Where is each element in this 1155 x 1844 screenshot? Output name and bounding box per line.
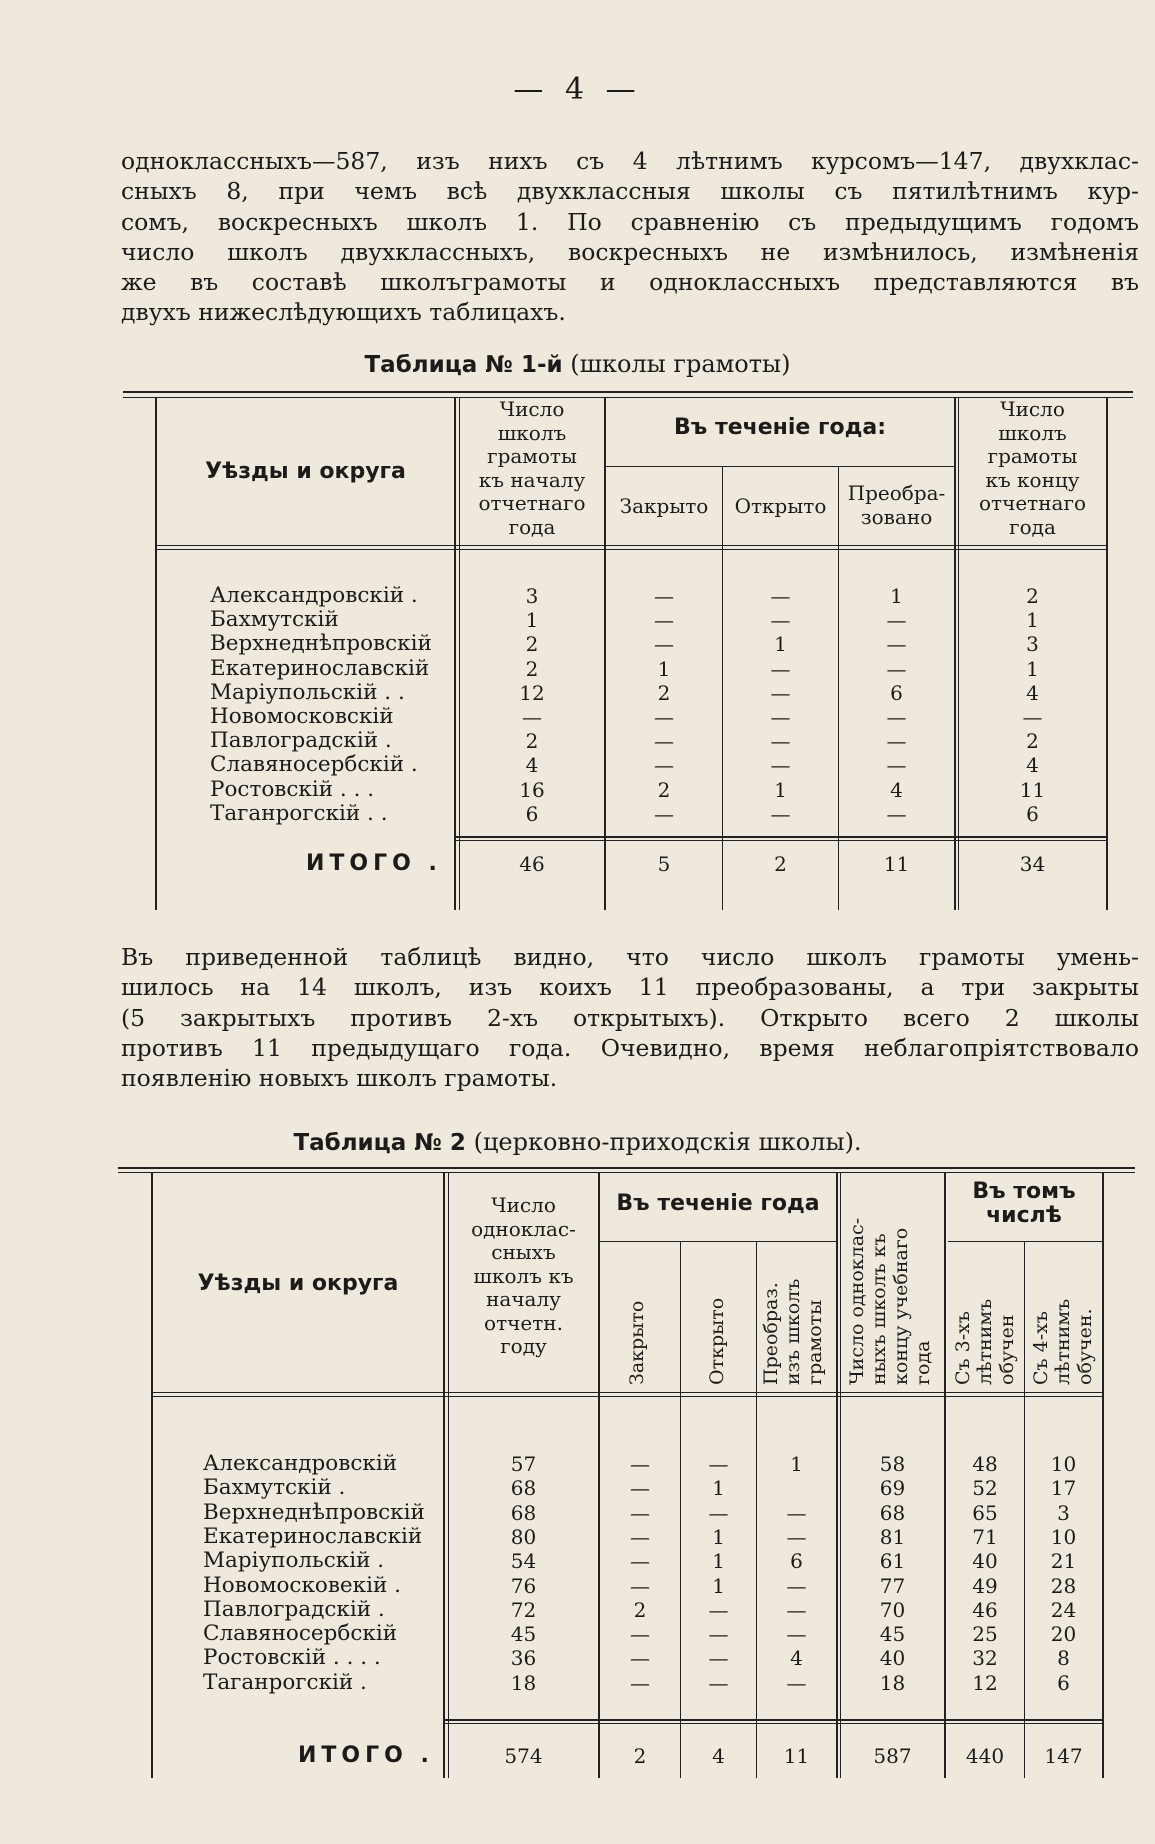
table1-cell-start: 2: [525, 656, 539, 681]
table1-cell-converted: —: [886, 729, 907, 754]
header-line: года: [912, 1340, 934, 1385]
table2-cell-opened: —: [708, 1452, 729, 1476]
table2-cell-end: 58: [879, 1452, 906, 1476]
table1-cell-opened: —: [770, 753, 791, 778]
table2-row-name: Таганрогскій .: [203, 1669, 367, 1695]
table1-row-name: Маріупольскій . .: [210, 679, 405, 705]
header-line: школъ къ: [473, 1263, 574, 1288]
table1-cell-converted: 1: [890, 584, 903, 608]
table2-cell-three: 52: [972, 1476, 998, 1501]
table1-row-name: Верхнеднѣпровскій: [210, 631, 432, 657]
table2-cell-three: 40: [972, 1549, 998, 1574]
table1-cell-end: 1: [1026, 608, 1039, 633]
table2-vline-5: [836, 1173, 838, 1778]
header-line: сныхъ: [491, 1240, 556, 1264]
table1-cell-end: 2: [1026, 729, 1039, 754]
table1-total-end: 34: [1019, 852, 1046, 876]
table2-cell-end: 61: [879, 1549, 906, 1574]
table1-row-name: Таганрогскій . .: [210, 800, 388, 826]
table2-cell-four: 3: [1057, 1500, 1070, 1525]
table2-during-rule: [600, 1241, 836, 1242]
table2-cell-end: 18: [879, 1670, 906, 1695]
table2-total-converted: 11: [783, 1744, 810, 1768]
table2-cell-opened: —: [708, 1670, 729, 1695]
table2-row-name: Новомосковекій .: [203, 1572, 401, 1598]
table2-cell-four: 20: [1050, 1622, 1077, 1647]
table2-total-start: 574: [504, 1744, 543, 1768]
page-number: — 4 —: [513, 72, 642, 107]
table1-cell-converted: —: [886, 608, 907, 633]
table2-header-during: Въ теченіе года: [616, 1191, 820, 1216]
table2-cell-opened: 1: [712, 1524, 725, 1549]
table1-caption-title: Таблица № 1-й: [364, 352, 563, 378]
table1-cell-start: 2: [525, 632, 539, 657]
table1-cell-converted: —: [886, 632, 907, 657]
table1-cell-start: 3: [525, 584, 539, 608]
header-line: года: [1009, 514, 1056, 539]
header-line: Число однoклас-: [846, 1217, 868, 1385]
table2-cell-closed: —: [630, 1524, 650, 1549]
table1-cell-start: 2: [525, 729, 539, 754]
table2-top-rule-2: [118, 1172, 1135, 1173]
header-line: школъ: [998, 420, 1067, 445]
table1-cell-closed: —: [654, 705, 674, 729]
table2-cell-start: 57: [510, 1452, 537, 1476]
table1-row-name: Славяносербскій .: [210, 752, 418, 778]
table2-header-converted: [760, 1245, 826, 1385]
table2-total-rule-2: [444, 1723, 1104, 1724]
table2-cell-end: 45: [879, 1622, 906, 1647]
table2-cell-converted: —: [786, 1622, 807, 1647]
table2-row-name: Александровскій: [203, 1451, 398, 1476]
table2-total-three: 440: [965, 1744, 1005, 1768]
table2-cell-three: 71: [972, 1524, 998, 1549]
table2-cell-start: 80: [510, 1524, 537, 1549]
table2-cell-end: 70: [879, 1597, 906, 1622]
table2-cell-closed: —: [630, 1549, 650, 1574]
table1-row-name: Павлоградскій .: [210, 728, 392, 754]
table2-cell-opened: 1: [712, 1549, 725, 1574]
table2-cell-three: 48: [972, 1452, 998, 1476]
table2-cell-opened: 1: [712, 1476, 725, 1501]
table1-row-name: Екатеринославскій: [210, 655, 430, 681]
table2-cell-converted: —: [786, 1670, 807, 1695]
table2-cell-start: 45: [510, 1622, 537, 1647]
table2-cell-three: 12: [972, 1670, 998, 1695]
table2-vline-1: [443, 1173, 445, 1778]
table1-total-closed: 5: [657, 852, 671, 876]
table2-header-four-year: [1030, 1250, 1096, 1385]
table1-row-name: Александровскій .: [210, 583, 418, 608]
table2-cell-converted: —: [786, 1573, 807, 1598]
table1-cell-closed: 1: [657, 656, 671, 681]
header-line: Число: [491, 1193, 556, 1217]
table2-cell-four: 10: [1050, 1452, 1077, 1476]
table1-cell-closed: 2: [657, 680, 671, 705]
table2-cell-four: 21: [1050, 1549, 1077, 1574]
table2-cell-four: 24: [1050, 1597, 1077, 1622]
table2-vline-right: [1102, 1173, 1104, 1778]
table1-cell-end: 6: [1026, 801, 1039, 826]
table1-cell-closed: —: [654, 632, 674, 657]
table2-cell-four: 17: [1050, 1476, 1077, 1501]
header-line: отчетн.: [484, 1310, 563, 1335]
header-line: изъ школъ: [782, 1278, 804, 1385]
table2-header-end: [846, 1178, 934, 1385]
table1-cell-opened: —: [770, 608, 791, 633]
table2-header-of-which: [946, 1180, 1102, 1227]
table2-cell-four: 10: [1050, 1524, 1077, 1549]
table2-caption-subtitle: (церковно-приходскія школы).: [473, 1128, 862, 1156]
table1-cell-start: —: [522, 705, 542, 729]
header-line: Преобраз.: [760, 1282, 782, 1385]
table2-cell-opened: —: [708, 1622, 729, 1647]
para1-line: одноклассныхъ—587, изъ нихъ съ 4 лѣтнимъ курсомъ—147, двухклас-: [121, 147, 1139, 175]
table1-cell-start: 4: [525, 753, 539, 778]
header-line: зовано: [860, 504, 933, 529]
table2-row-name: Славяносербскій: [203, 1621, 398, 1647]
table1-cell-converted: —: [886, 705, 907, 729]
table2-cell-converted: —: [786, 1524, 807, 1549]
table2-header-rule-2: [151, 1396, 1104, 1397]
table1-cell-converted: —: [886, 656, 907, 681]
table2-top-rule: [118, 1167, 1135, 1169]
table2-header-rule: [151, 1392, 1104, 1393]
header-line: Съ 4-хъ: [1030, 1311, 1052, 1385]
para1-line: сомъ, воскресныхъ школъ 1. По сравненію съ предыдущимъ годомъ: [121, 207, 1139, 236]
table1-cell-converted: 6: [890, 680, 903, 705]
table2-row-name: Павлоградскій .: [203, 1596, 385, 1622]
table2-row-name: Ростовскій . . . .: [203, 1645, 381, 1671]
table2-cell-start: 18: [510, 1670, 537, 1695]
table2-cell-end: 40: [879, 1646, 906, 1671]
table1-cell-opened: —: [770, 656, 791, 681]
table2-cell-start: 72: [510, 1597, 537, 1622]
table1-cell-closed: —: [654, 753, 674, 778]
table2-cell-closed: —: [630, 1452, 650, 1476]
header-line: года: [508, 514, 556, 539]
table1-cell-end: 4: [1026, 753, 1039, 778]
table2-total-rule: [444, 1719, 1104, 1721]
table1-cell-start: 16: [519, 777, 545, 802]
table1-header-district: Уѣзды и округа: [205, 459, 406, 484]
table1-cell-start: 1: [525, 608, 539, 633]
header-line: концу учебнаго: [890, 1227, 912, 1385]
table2-cell-start: 54: [510, 1549, 537, 1574]
table1-cell-start: 6: [525, 801, 539, 826]
table1-cell-opened: —: [770, 705, 791, 729]
para2-line: (5 закрытыхъ противъ 2-хъ открытыхъ). Открыто всего 2 школы: [121, 1003, 1139, 1032]
table1-cell-opened: 1: [774, 632, 787, 657]
table1-cell-closed: —: [654, 608, 674, 633]
table2-total-label: ИТОГО .: [298, 1743, 434, 1768]
table1-row-name: Бахмутскій: [210, 607, 339, 633]
table1-cell-closed: 2: [657, 777, 671, 802]
para1-line: двухъ нижеслѣдующихъ таблицахъ.: [121, 298, 566, 327]
table1-cell-converted: —: [886, 801, 907, 826]
table2-cell-closed: —: [630, 1573, 650, 1598]
table1-total-start: 46: [519, 852, 545, 876]
table2-cell-closed: —: [630, 1670, 650, 1695]
table1-cell-end: 1: [1026, 656, 1039, 681]
header-line: числѣ: [986, 1202, 1062, 1228]
header-line: обучен: [996, 1314, 1018, 1385]
header-line: отчетнаго: [978, 491, 1086, 515]
table2-cell-end: 77: [879, 1573, 906, 1598]
table2-cell-converted: 6: [790, 1549, 803, 1574]
table1-total-converted: 11: [883, 852, 910, 876]
table2-cell-end: 69: [879, 1476, 906, 1501]
table1-total-opened: 2: [774, 852, 787, 876]
table1-cell-closed: —: [654, 801, 674, 826]
header-line: началу: [486, 1287, 561, 1311]
table2-cell-opened: —: [708, 1500, 729, 1525]
table2-total-end: 587: [873, 1744, 912, 1768]
table1-cell-closed: —: [654, 729, 674, 754]
header-line: Съ 3-хъ: [952, 1311, 974, 1385]
table2-caption-title: Таблица № 2: [293, 1130, 466, 1156]
table2-cell-closed: —: [630, 1622, 650, 1647]
header-line: грамоты: [987, 444, 1078, 468]
header-line: къ концу: [985, 467, 1080, 492]
table2-cell-four: 6: [1057, 1670, 1070, 1695]
para1-line: же въ составѣ школъграмоты и одноклассныхъ представляются въ: [121, 268, 1139, 297]
table1-cell-opened: —: [770, 801, 791, 826]
table2-cell-closed: —: [630, 1476, 650, 1501]
table2-cell-three: 46: [972, 1597, 998, 1622]
table1-cell-start: 12: [519, 680, 545, 705]
table2-cell-closed: 2: [633, 1597, 647, 1622]
table2-cell-closed: —: [630, 1500, 650, 1525]
table2-cell-opened: —: [708, 1646, 729, 1671]
table2-cell-three: 32: [972, 1646, 998, 1671]
table1-cell-closed: —: [654, 584, 674, 608]
header-line: къ началу: [478, 467, 586, 492]
table2-cell-three: 65: [972, 1500, 998, 1525]
header-line: Въ томъ: [972, 1179, 1076, 1204]
table1-cell-opened: —: [770, 584, 791, 608]
header-line: лѣтнимъ: [974, 1298, 996, 1385]
table2-vline-left: [151, 1173, 153, 1778]
table2-cell-four: 8: [1057, 1646, 1070, 1671]
table2-cell-start: 36: [510, 1646, 537, 1671]
table2-cell-start: 68: [510, 1476, 537, 1501]
table2-cell-converted: —: [786, 1597, 807, 1622]
table2-row-name: Бахмутскій .: [203, 1475, 346, 1501]
table2-cell-four: 28: [1050, 1573, 1077, 1598]
table2-cell-start: 76: [510, 1573, 537, 1598]
table1-cell-converted: 4: [890, 777, 903, 802]
table1-cell-opened: —: [770, 729, 791, 754]
table1-cell-end: 3: [1026, 632, 1039, 657]
table2-header-closed: Закрыто: [626, 1300, 648, 1385]
table2-cell-opened: 1: [712, 1573, 725, 1598]
table1-header-during: Въ теченіе года:: [674, 415, 886, 440]
table1-row-name: Новомосковскій: [210, 704, 394, 729]
header-line: отчетнаго: [478, 491, 586, 515]
header-line: грамоты: [804, 1299, 826, 1385]
table2-cell-end: 81: [879, 1524, 906, 1549]
table2-header-three-year: [952, 1250, 1018, 1385]
table2-cell-converted: 1: [790, 1452, 803, 1476]
table2-total-closed: 2: [633, 1744, 647, 1768]
table2-cell-three: 49: [972, 1573, 998, 1598]
header-line: Преобра-: [847, 481, 946, 505]
header-line: году: [500, 1334, 547, 1358]
table2-cell-converted: 4: [790, 1646, 803, 1671]
header-line: обучен.: [1074, 1308, 1096, 1385]
table1-cell-converted: —: [886, 753, 907, 778]
table2-cell-start: 68: [510, 1500, 537, 1525]
para1-line: сныхъ 8, при чемъ всѣ двухклассныя школы съ пятилѣтнимъ кур-: [121, 177, 1139, 206]
header-line: Число: [1000, 397, 1065, 421]
header-line: лѣтнимъ: [1052, 1298, 1074, 1385]
table1-header-opened: Открыто: [734, 494, 827, 518]
table1-cell-end: —: [1022, 705, 1043, 729]
table1-header-closed: Закрыто: [619, 494, 709, 518]
table1-cell-opened: —: [770, 680, 791, 705]
table1-cell-opened: 1: [774, 777, 787, 802]
table1-cell-end: 4: [1026, 680, 1039, 705]
table2-row-name: Верхнеднѣпровскій: [203, 1499, 425, 1525]
header-line: одноклас-: [471, 1216, 576, 1241]
header-line: ныхъ школъ къ: [868, 1233, 890, 1385]
table2-ofwhich-rule: [948, 1241, 1102, 1242]
table2-total-opened: 4: [712, 1744, 725, 1768]
para2-line: шилось на 14 школъ, изъ коихъ 11 преобразованы, а три закрыты: [121, 973, 1139, 1002]
para2-line: Въ приведенной таблицѣ видно, что число школъ грамоты умень-: [121, 943, 1139, 971]
header-line: школъ: [497, 420, 567, 445]
table2-cell-three: 25: [972, 1622, 998, 1647]
table2-row-name: Екатеринославскій: [203, 1523, 423, 1549]
table2-header-opened: Открыто: [706, 1297, 728, 1385]
para2-line: появленію новыхъ школъ грамоты.: [121, 1064, 558, 1093]
header-line: грамоты: [487, 444, 577, 468]
table2-total-four: 147: [1044, 1744, 1083, 1768]
table2-cell-closed: —: [630, 1646, 650, 1671]
table1-total-label: ИТОГО .: [306, 851, 442, 876]
para2-line: противъ 11 предыдущаго года. Очевидно, время неблагопріятствовало: [121, 1033, 1139, 1062]
table1-cell-end: 11: [1019, 777, 1046, 802]
para1-line: число школъ двухклассныхъ, воскресныхъ не измѣнилось, измѣненія: [121, 237, 1139, 266]
table2-cell-converted: —: [786, 1500, 807, 1525]
table1-row-name: Ростовскій . . .: [210, 776, 375, 802]
table2-cell-opened: —: [708, 1597, 729, 1622]
table2-header-district: Уѣзды и округа: [197, 1271, 399, 1296]
table1-cell-end: 2: [1026, 584, 1039, 608]
table2-row-name: Маріупольскій .: [203, 1548, 385, 1574]
table1-caption-subtitle: (школы грамоты): [570, 350, 791, 378]
header-line: Число: [499, 397, 565, 421]
table2-header-start: [449, 1194, 598, 1359]
table2-cell-end: 68: [879, 1500, 906, 1525]
